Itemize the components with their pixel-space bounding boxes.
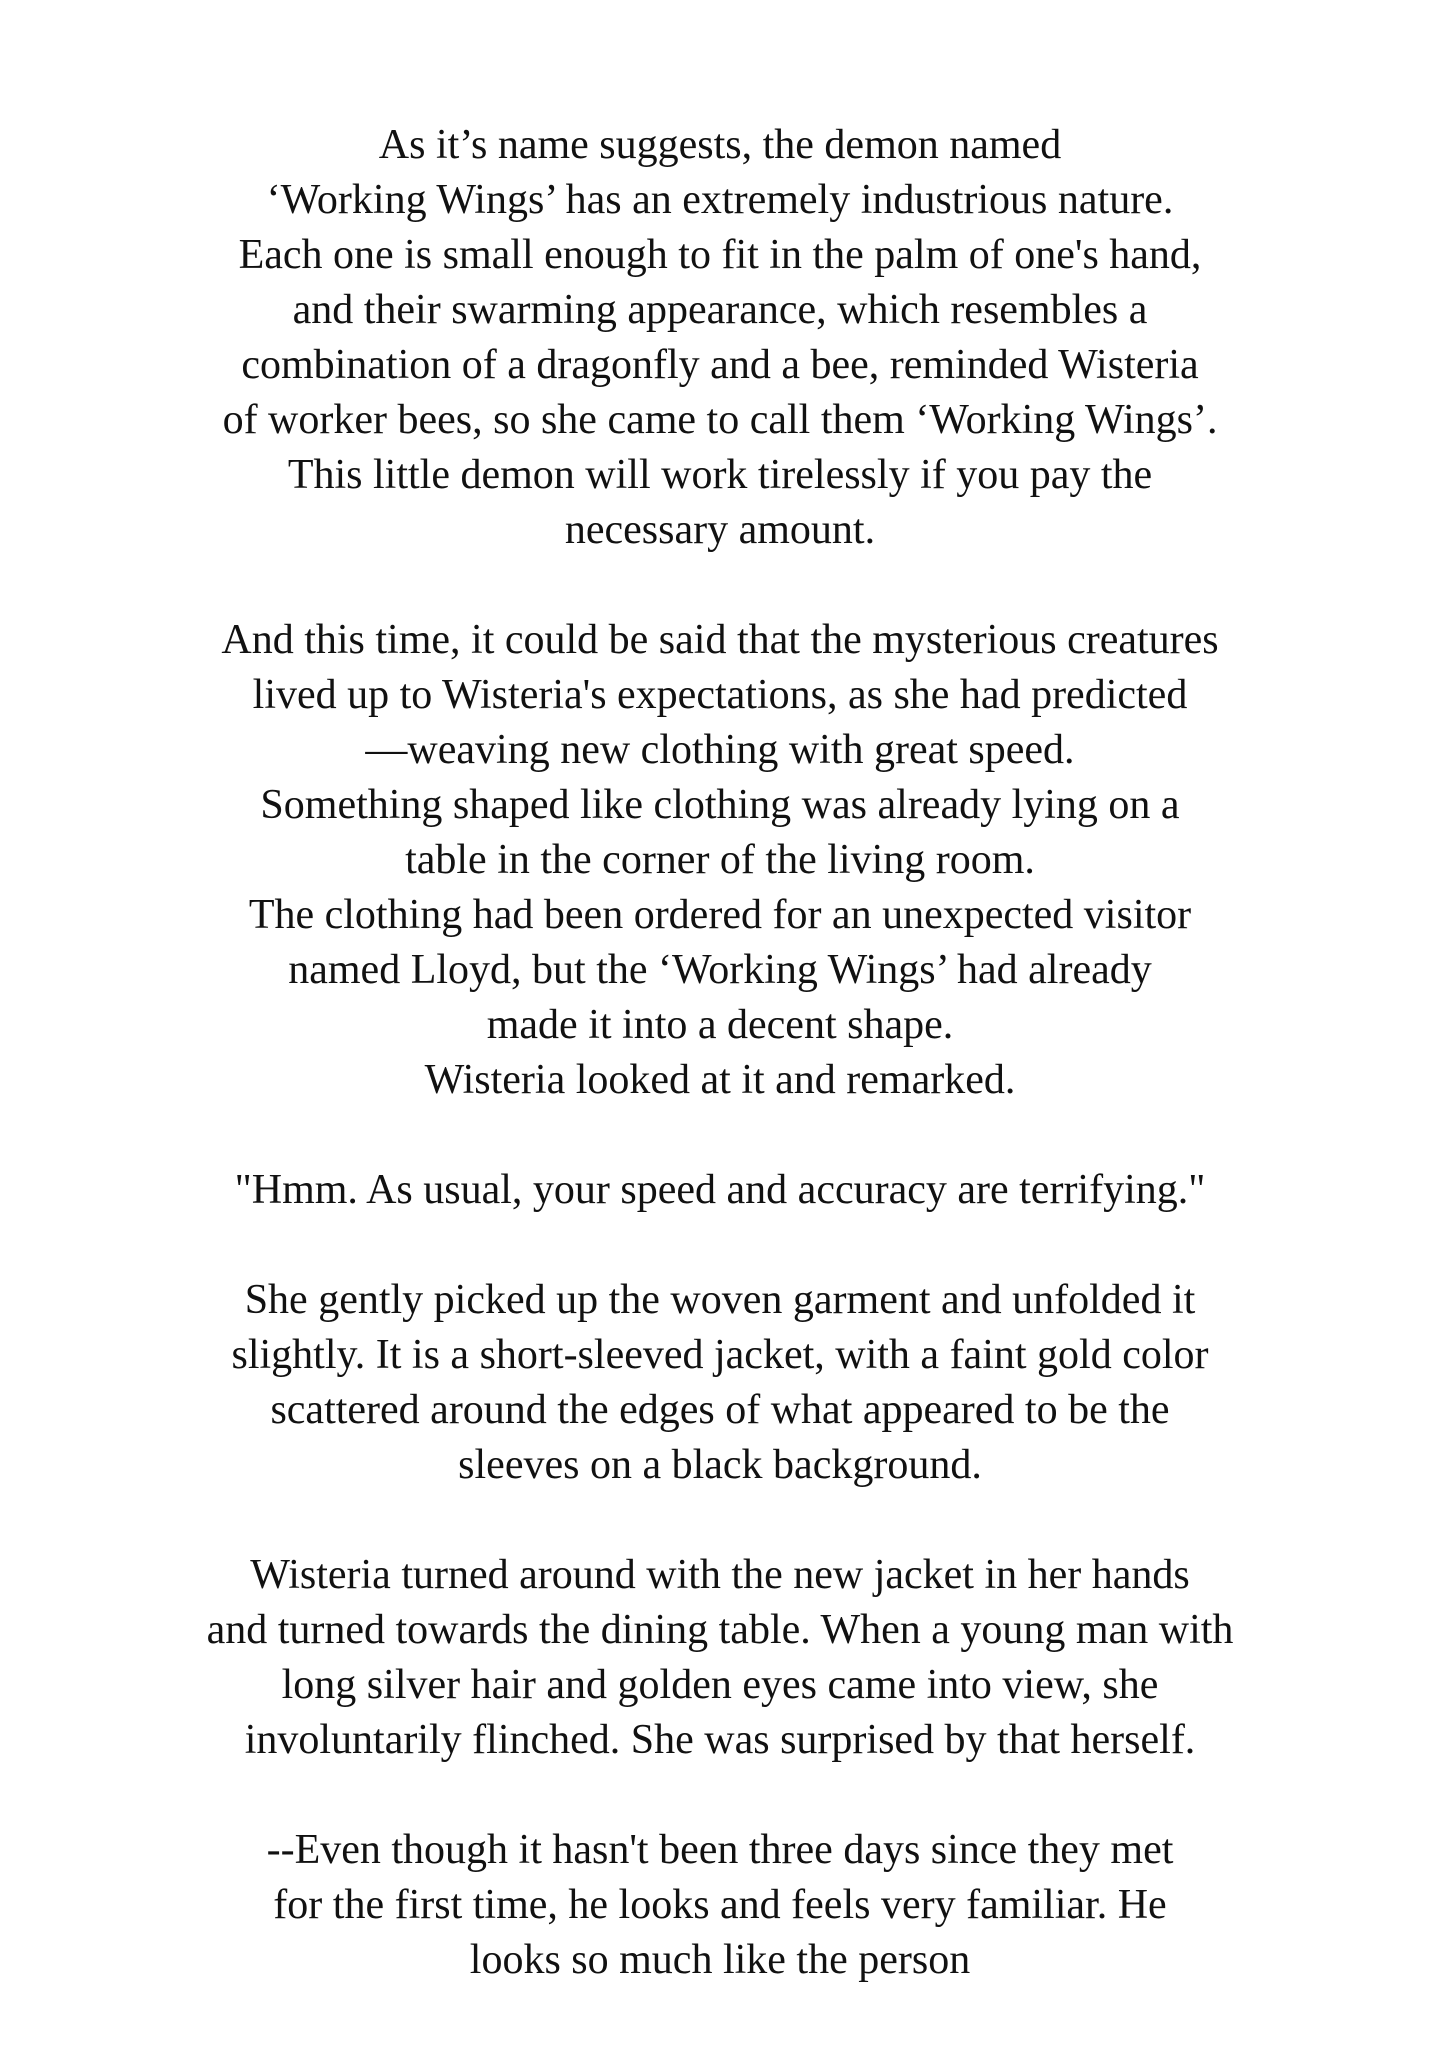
text-line: looks so much like the person: [469, 1937, 971, 1983]
text-line: As it’s name suggests, the demon named: [378, 122, 1062, 168]
text-line: scattered around the edges of what appeared to be the: [270, 1387, 1170, 1433]
text-line: of worker bees, so she came to call them ‘Working Wings’.: [222, 397, 1218, 443]
paragraph: [0, 1273, 1440, 1493]
text-line: Each one is small enough to fit in the palm of one's hand,: [238, 232, 1202, 278]
paragraph: [0, 1548, 1440, 1768]
text-line: Wisteria looked at it and remarked.: [424, 1057, 1016, 1103]
text-line: slightly. It is a short-sleeved jacket, with a faint gold color: [231, 1332, 1209, 1378]
text-line: And this time, it could be said that the mysterious creatures: [221, 617, 1219, 663]
text-line: lived up to Wisteria's expectations, as she had predicted: [252, 672, 1188, 718]
text-line: long silver hair and golden eyes came into view, she: [281, 1662, 1159, 1708]
text-line: sleeves on a black background.: [458, 1442, 982, 1488]
text-line: "Hmm. As usual, your speed and accuracy are terrifying.": [234, 1167, 1206, 1213]
text-line: made it into a decent shape.: [486, 1002, 954, 1048]
text-line: --Even though it hasn't been three days since they met: [266, 1827, 1174, 1873]
text-line: named Lloyd, but the ‘Working Wings’ had already: [288, 947, 1152, 993]
paragraph-gap: [0, 1493, 1440, 1548]
paragraph: [0, 613, 1440, 1108]
text-line: —weaving new clothing with great speed.: [365, 727, 1075, 773]
text-line: involuntarily flinched. She was surprised by that herself.: [244, 1717, 1196, 1763]
text-line: Wisteria turned around with the new jacket in her hands: [250, 1552, 1190, 1598]
paragraph-gap: [0, 1768, 1440, 1823]
paragraph-gap: [0, 1108, 1440, 1163]
paragraph: [0, 1163, 1440, 1218]
text-line: Something shaped like clothing was already lying on a: [260, 782, 1180, 828]
text-line: ‘Working Wings’ has an extremely industrious nature.: [266, 177, 1174, 223]
paragraph: [0, 1823, 1440, 1988]
text-line: table in the corner of the living room.: [405, 837, 1035, 883]
paragraph: [0, 118, 1440, 558]
text-line: necessary amount.: [564, 507, 876, 553]
text-line: and turned towards the dining table. When a young man with: [206, 1607, 1234, 1653]
paragraph-gap: [0, 558, 1440, 613]
text-line: and their swarming appearance, which resembles a: [292, 287, 1148, 333]
document-page: [0, 118, 1440, 1988]
text-line: The clothing had been ordered for an unexpected visitor: [248, 892, 1192, 938]
text-line: combination of a dragonfly and a bee, reminded Wisteria: [241, 342, 1199, 388]
text-line: She gently picked up the woven garment and unfolded it: [244, 1277, 1196, 1323]
text-line: for the first time, he looks and feels very familiar. He: [273, 1882, 1167, 1928]
text-line: This little demon will work tirelessly if you pay the: [287, 452, 1153, 498]
paragraph-gap: [0, 1218, 1440, 1273]
